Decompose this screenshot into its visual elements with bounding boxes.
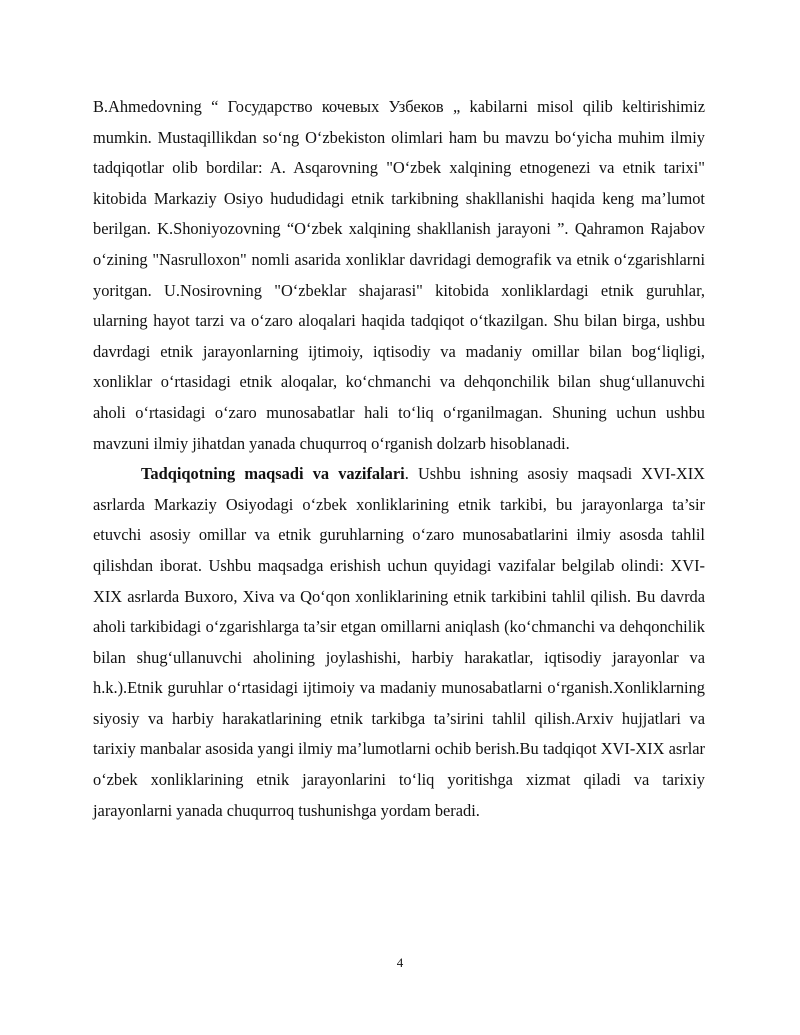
paragraph-literature-review: B.Ahmedovning “ Государство кочевых Узбеков „ kabilarni misol qilib keltirishimiz mumkin. Mustaqillikdan so‘ng O‘zbekiston olimlari ham bu mavzu bo‘yicha muhim ilmiy tadqiqotlar olib bordilar: A. Asqarovning "O‘zbek xalqining etnogenezi va etnik tarixi" kitobida Markaziy Osiyo hududidagi etnik tarkibning shakllanishi haqida keng ma’lumot berilgan. K.Shoniyozovning “O‘zbek xalqining shakllanish jarayoni ”. Qahramon Rajabov o‘zining "Nasrulloxon" nomli asarida xonliklar davridagi demografik va etnik o‘zgarishlarni yoritgan. U.Nosirovning "O‘zbeklar shajarasi" kitobida xonliklardagi etnik guruhlar, ularning hayot tarzi va o‘zaro aloqalari haqida tadqiqot o‘tkazilgan. Shu bilan birga, ushbu davrdagi etnik jarayonlarning ijtimoiy, iqtisodiy va madaniy omillar bilan bog‘liqligi, xonliklar o‘rtasidagi etnik aloqalar, ko‘chmanchi va dehqonchilik bilan shug‘ullanuvchi aholi o‘rtasidagi o‘zaro munosabatlar hali to‘liq o‘rganilmagan. Shuning uchun ushbu mavzuni ilmiy jihatdan yanada chuqurroq o‘rganish dolzarb hisoblanadi. — [93, 97, 705, 453]
body-text — [93, 92, 705, 826]
paragraph-goals — [93, 459, 705, 826]
page-number: 4 — [396, 955, 404, 970]
section-heading-goals: Tadqiqotning maqsadi va vazifalari — [141, 464, 405, 484]
paragraph-goals-body: . Ushbu ishning asosiy maqsadi XVI-XIX asrlarda Markaziy Osiyodagi o‘zbek xonliklarining etnik tarkibi, bu jarayonlarga ta’sir etuvchi asosiy omillar va etnik guruhlarning o‘zaro munosabatlarini ilmiy asosda tahlil qilishdan iborat. Ushbu maqsadga erishish uchun quyidagi vazifalar belgilab olindi: XVI-XIX asrlarda Buxoro, Xiva va Qo‘qon xonliklarining etnik tarkibini tahlil qilish. Bu davrda aholi tarkibidagi o‘zgarishlarga ta’sir etgan omillarni aniqlash (ko‘chmanchi va dehqonchilik bilan shug‘ullanuvchi aholining joylashishi, harbiy harakatlar, iqtisodiy jarayonlar va h.k.).Etnik guruhlar o‘rtasidagi ijtimoiy va madaniy munosabatlarni o‘rganish.Xonliklarning siyosiy va harbiy harakatlarining etnik tarkibga ta’sirini tahlil qilish.Arxiv hujjatlari va tarixiy manbalar asosida yangi ilmiy ma’lumotlarni ochib berish.Bu tadqiqot XVI-XIX asrlar o‘zbek xonliklarining etnik jarayonlarini to‘liq yoritishga xizmat qiladi va tarixiy jarayonlarni yanada chuqurroq tushunishga yordam beradi. — [93, 464, 706, 820]
